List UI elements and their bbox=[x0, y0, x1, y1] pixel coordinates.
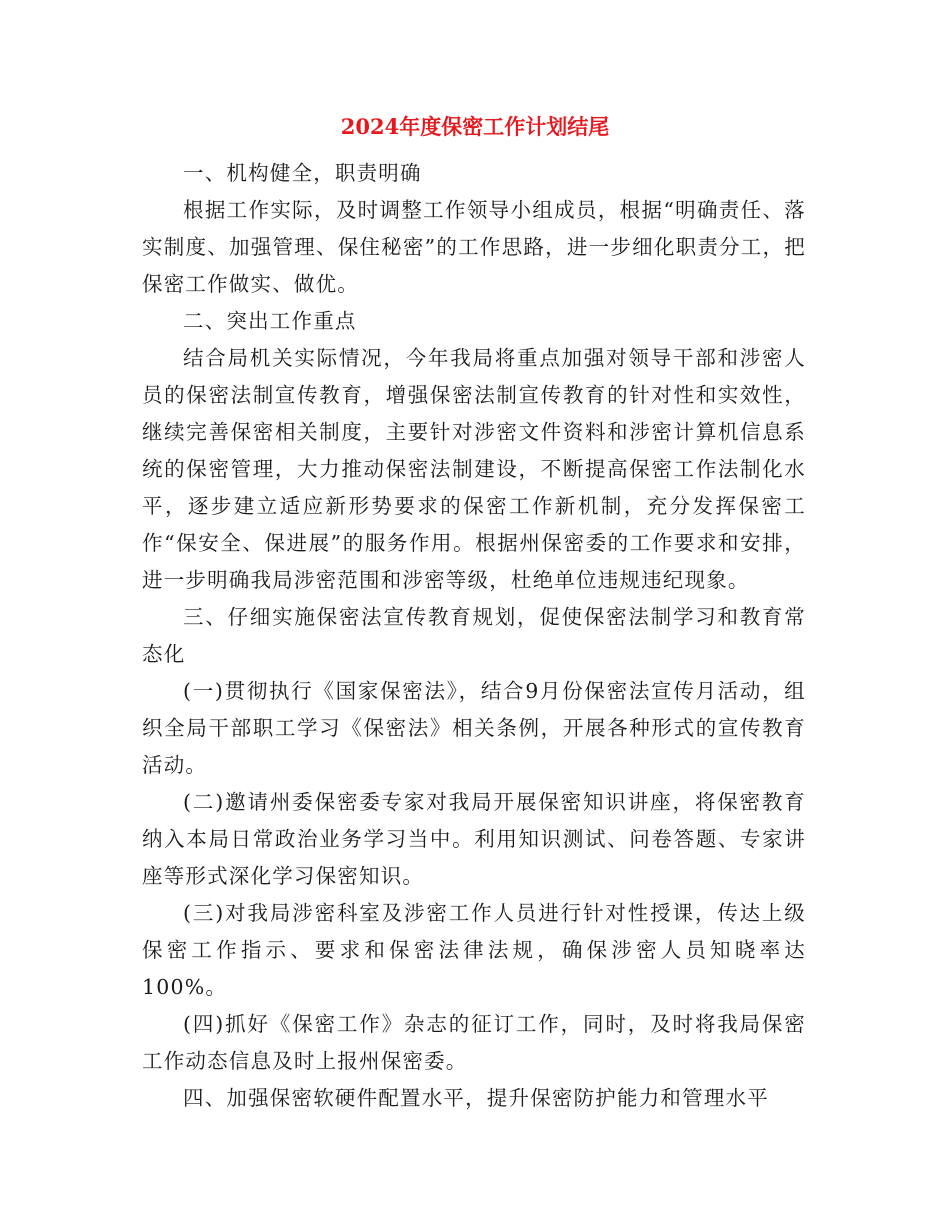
paragraph-item-2: (二)邀请州委保密委专家对我局开展保密知识讲座，将保密教育纳入本局日常政治业务学习当中。利用知识测试、问卷答题、专家讲座等形式深化学习保密知识。 bbox=[142, 790, 806, 888]
document-body bbox=[142, 155, 806, 1117]
section-heading-3: 三、仔细实施保密法宣传教育规划，促使保密法制学习和教育常态化 bbox=[142, 605, 806, 666]
paragraph-1: 根据工作实际，及时调整工作领导小组成员，根据“明确责任、落实制度、加强管理、保住秘密”的工作思路，进一步细化职责分工，把保密工作做实、做优。 bbox=[142, 198, 806, 296]
paragraph-item-1: (一)贯彻执行《国家保密法》，结合9月份保密法宣传月活动，组织全局干部职工学习《保密法》相关条例，开展各种形式的宣传教育活动。 bbox=[142, 679, 806, 777]
paragraph-item-4: (四)抓好《保密工作》杂志的征订工作，同时，及时将我局保密工作动态信息及时上报州保密委。 bbox=[142, 1012, 806, 1073]
section-heading-1: 一、机构健全，职责明确 bbox=[183, 161, 422, 185]
document-title: 2024年度保密工作计划结尾 bbox=[340, 114, 610, 139]
paragraph-2: 结合局机关实际情况，今年我局将重点加强对领导干部和涉密人员的保密法制宣传教育，增强保密法制宣传教育的针对性和实效性，继续完善保密相关制度，主要针对涉密文件资料和涉密计算机信息系统的保密管理，大力推动保密法制建设，不断提高保密工作法制化水平，逐步建立适应新形势要求的保密工作新机制，充分发挥保密工作“保安全、保进展”的服务作用。根据州保密委的工作要求和安排，进一步明确我局涉密范围和涉密等级，杜绝单位违规违纪现象。 bbox=[142, 346, 806, 592]
section-heading-4: 四、加强保密软硬件配置水平，提升保密防护能力和管理水平 bbox=[183, 1086, 769, 1110]
section-heading-2: 二、突出工作重点 bbox=[183, 309, 357, 333]
paragraph-item-3: (三)对我局涉密科室及涉密工作人员进行针对性授课，传达上级保密工作指示、要求和保密法律法规，确保涉密人员知晓率达100%。 bbox=[142, 901, 806, 999]
